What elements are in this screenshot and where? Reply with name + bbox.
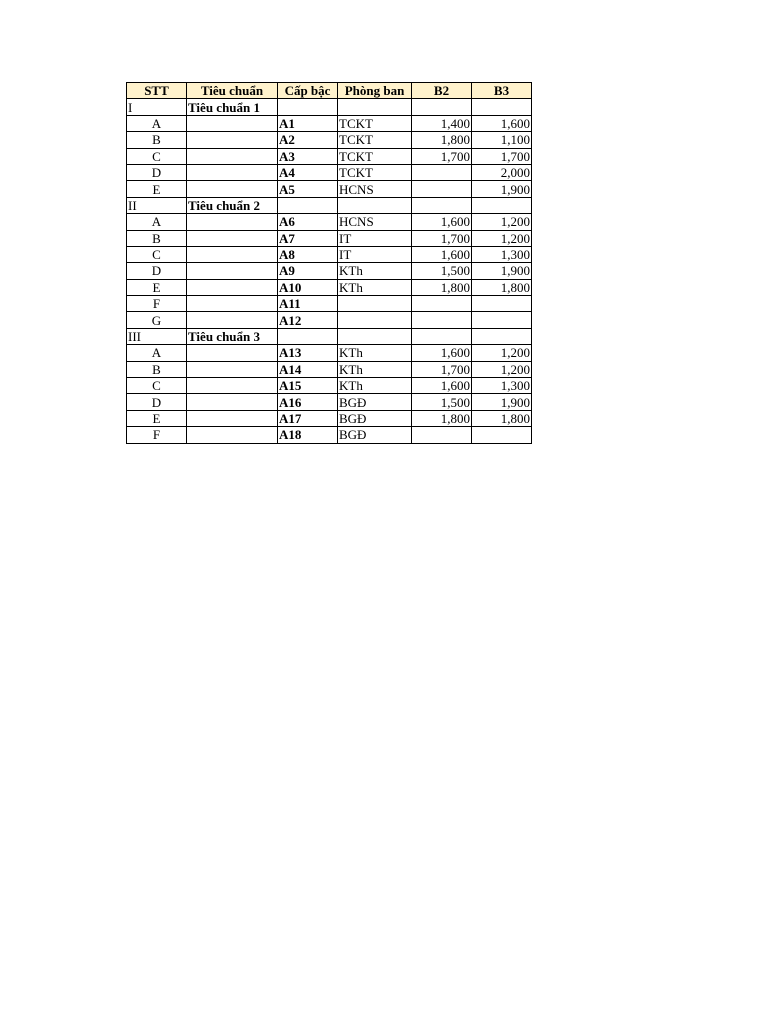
phong-ban-cell[interactable]: HCNS <box>338 214 412 230</box>
stt-cell[interactable]: D <box>127 394 187 410</box>
stt-cell[interactable]: C <box>127 378 187 394</box>
empty-cell[interactable] <box>278 99 338 115</box>
group-stt-cell[interactable]: III <box>127 328 187 344</box>
tieu-chuan-cell[interactable] <box>187 214 278 230</box>
phong-ban-cell[interactable]: KTh <box>338 279 412 295</box>
empty-cell[interactable] <box>472 99 532 115</box>
b3-cell[interactable]: 1,100 <box>472 132 532 148</box>
stt-cell[interactable]: F <box>127 427 187 443</box>
cap-bac-cell[interactable]: A2 <box>278 132 338 148</box>
cap-bac-cell[interactable]: A4 <box>278 164 338 180</box>
cap-bac-cell[interactable]: A3 <box>278 148 338 164</box>
header-stt[interactable]: STT <box>127 83 187 99</box>
cap-bac-cell[interactable]: A15 <box>278 378 338 394</box>
phong-ban-cell[interactable]: TCKT <box>338 164 412 180</box>
table-row <box>127 263 532 279</box>
cap-bac-cell[interactable]: A18 <box>278 427 338 443</box>
b3-cell[interactable]: 1,200 <box>472 345 532 361</box>
b2-cell[interactable]: 1,700 <box>412 148 472 164</box>
empty-cell[interactable] <box>412 197 472 213</box>
stt-cell[interactable]: E <box>127 410 187 426</box>
phong-ban-cell[interactable]: BGĐ <box>338 427 412 443</box>
group-stt-cell[interactable]: I <box>127 99 187 115</box>
stt-cell[interactable]: C <box>127 246 187 262</box>
stt-cell[interactable]: A <box>127 214 187 230</box>
empty-cell[interactable] <box>472 328 532 344</box>
tieu-chuan-cell[interactable] <box>187 279 278 295</box>
phong-ban-cell[interactable]: HCNS <box>338 181 412 197</box>
tieu-chuan-cell[interactable] <box>187 132 278 148</box>
stt-cell[interactable]: B <box>127 230 187 246</box>
tieu-chuan-cell[interactable] <box>187 181 278 197</box>
empty-cell[interactable] <box>472 197 532 213</box>
b2-cell[interactable] <box>412 312 472 328</box>
table-row <box>127 410 532 426</box>
cap-bac-cell[interactable]: A7 <box>278 230 338 246</box>
cap-bac-cell[interactable]: A8 <box>278 246 338 262</box>
phong-ban-cell[interactable]: BGĐ <box>338 394 412 410</box>
b2-cell[interactable]: 1,700 <box>412 230 472 246</box>
table-row <box>127 230 532 246</box>
table-header <box>127 83 532 99</box>
table-row <box>127 279 532 295</box>
b2-cell[interactable]: 1,400 <box>412 115 472 131</box>
b2-cell[interactable]: 1,800 <box>412 410 472 426</box>
phong-ban-cell[interactable]: IT <box>338 246 412 262</box>
b2-cell[interactable] <box>412 181 472 197</box>
tieu-chuan-cell[interactable] <box>187 164 278 180</box>
b2-cell[interactable]: 1,800 <box>412 279 472 295</box>
tieu-chuan-cell[interactable] <box>187 345 278 361</box>
stt-cell[interactable]: D <box>127 263 187 279</box>
phong-ban-cell[interactable]: TCKT <box>338 132 412 148</box>
stt-cell[interactable]: C <box>127 148 187 164</box>
table-row <box>127 148 532 164</box>
stt-cell[interactable]: E <box>127 181 187 197</box>
b2-cell[interactable]: 1,600 <box>412 345 472 361</box>
group-row <box>127 99 532 115</box>
stt-cell[interactable]: A <box>127 115 187 131</box>
stt-cell[interactable]: G <box>127 312 187 328</box>
cap-bac-cell[interactable]: A10 <box>278 279 338 295</box>
empty-cell[interactable] <box>338 328 412 344</box>
empty-cell[interactable] <box>338 197 412 213</box>
phong-ban-cell[interactable]: KTh <box>338 378 412 394</box>
group-stt-cell[interactable]: II <box>127 197 187 213</box>
b2-cell[interactable]: 1,600 <box>412 214 472 230</box>
spreadsheet-table <box>126 82 532 444</box>
header-b2[interactable]: B2 <box>412 83 472 99</box>
phong-ban-cell[interactable]: TCKT <box>338 148 412 164</box>
empty-cell[interactable] <box>278 328 338 344</box>
phong-ban-cell[interactable]: IT <box>338 230 412 246</box>
table-row <box>127 181 532 197</box>
stt-cell[interactable]: B <box>127 361 187 377</box>
b3-cell[interactable]: 1,800 <box>472 279 532 295</box>
b3-cell[interactable]: 1,900 <box>472 181 532 197</box>
phong-ban-cell[interactable]: KTh <box>338 263 412 279</box>
stt-cell[interactable]: A <box>127 345 187 361</box>
cap-bac-cell[interactable]: A6 <box>278 214 338 230</box>
group-name-cell[interactable]: Tiêu chuẩn 3 <box>187 328 278 344</box>
table-row <box>127 132 532 148</box>
b3-cell[interactable]: 1,300 <box>472 246 532 262</box>
cap-bac-cell[interactable]: A13 <box>278 345 338 361</box>
tieu-chuan-cell[interactable] <box>187 410 278 426</box>
phong-ban-cell[interactable]: TCKT <box>338 115 412 131</box>
header-cap-bac[interactable]: Cấp bậc <box>278 83 338 99</box>
b3-cell[interactable] <box>472 296 532 312</box>
empty-cell[interactable] <box>412 328 472 344</box>
b2-cell[interactable]: 1,700 <box>412 361 472 377</box>
table-row <box>127 394 532 410</box>
stt-cell[interactable]: B <box>127 132 187 148</box>
table-row <box>127 312 532 328</box>
tieu-chuan-cell[interactable] <box>187 115 278 131</box>
b3-cell[interactable]: 1,900 <box>472 263 532 279</box>
cap-bac-cell[interactable]: A1 <box>278 115 338 131</box>
b3-cell[interactable]: 1,900 <box>472 394 532 410</box>
tieu-chuan-cell[interactable] <box>187 246 278 262</box>
empty-cell[interactable] <box>412 99 472 115</box>
b2-cell[interactable]: 1,500 <box>412 394 472 410</box>
table-row <box>127 246 532 262</box>
table-row <box>127 427 532 443</box>
b3-cell[interactable]: 1,700 <box>472 148 532 164</box>
b3-cell[interactable] <box>472 427 532 443</box>
b3-cell[interactable] <box>472 312 532 328</box>
b2-cell[interactable] <box>412 164 472 180</box>
cap-bac-cell[interactable]: A16 <box>278 394 338 410</box>
header-tieu-chuan[interactable]: Tiêu chuẩn <box>187 83 278 99</box>
group-row <box>127 328 532 344</box>
table-row <box>127 345 532 361</box>
header-row <box>127 83 532 99</box>
b3-cell[interactable]: 1,200 <box>472 214 532 230</box>
stt-cell[interactable]: F <box>127 296 187 312</box>
table-body <box>127 99 532 443</box>
phong-ban-cell[interactable] <box>338 312 412 328</box>
group-name-cell[interactable]: Tiêu chuẩn 2 <box>187 197 278 213</box>
table-row <box>127 378 532 394</box>
header-phong-ban[interactable]: Phòng ban <box>338 83 412 99</box>
cap-bac-cell[interactable]: A11 <box>278 296 338 312</box>
tieu-chuan-cell[interactable] <box>187 361 278 377</box>
cap-bac-cell[interactable]: A5 <box>278 181 338 197</box>
tieu-chuan-cell[interactable] <box>187 312 278 328</box>
tieu-chuan-cell[interactable] <box>187 230 278 246</box>
phong-ban-cell[interactable] <box>338 296 412 312</box>
tieu-chuan-cell[interactable] <box>187 378 278 394</box>
cap-bac-cell[interactable]: A14 <box>278 361 338 377</box>
b2-cell[interactable] <box>412 427 472 443</box>
tieu-chuan-cell[interactable] <box>187 263 278 279</box>
phong-ban-cell[interactable]: KTh <box>338 361 412 377</box>
b3-cell[interactable]: 1,800 <box>472 410 532 426</box>
tieu-chuan-cell[interactable] <box>187 296 278 312</box>
b2-cell[interactable]: 1,600 <box>412 378 472 394</box>
table-row <box>127 361 532 377</box>
group-row <box>127 197 532 213</box>
empty-cell[interactable] <box>338 99 412 115</box>
table-row <box>127 214 532 230</box>
header-b3[interactable]: B3 <box>472 83 532 99</box>
group-name-cell[interactable]: Tiêu chuẩn 1 <box>187 99 278 115</box>
tieu-chuan-cell[interactable] <box>187 427 278 443</box>
b3-cell[interactable]: 1,600 <box>472 115 532 131</box>
cap-bac-cell[interactable]: A12 <box>278 312 338 328</box>
stt-cell[interactable]: E <box>127 279 187 295</box>
b2-cell[interactable]: 1,600 <box>412 246 472 262</box>
b2-cell[interactable]: 1,800 <box>412 132 472 148</box>
b3-cell[interactable]: 2,000 <box>472 164 532 180</box>
b3-cell[interactable]: 1,200 <box>472 361 532 377</box>
tieu-chuan-cell[interactable] <box>187 148 278 164</box>
cap-bac-cell[interactable]: A9 <box>278 263 338 279</box>
stt-cell[interactable]: D <box>127 164 187 180</box>
phong-ban-cell[interactable]: BGĐ <box>338 410 412 426</box>
b2-cell[interactable]: 1,500 <box>412 263 472 279</box>
cap-bac-cell[interactable]: A17 <box>278 410 338 426</box>
table-row <box>127 164 532 180</box>
empty-cell[interactable] <box>278 197 338 213</box>
b2-cell[interactable] <box>412 296 472 312</box>
table-row <box>127 296 532 312</box>
tieu-chuan-cell[interactable] <box>187 394 278 410</box>
table-row <box>127 115 532 131</box>
b3-cell[interactable]: 1,200 <box>472 230 532 246</box>
phong-ban-cell[interactable]: KTh <box>338 345 412 361</box>
b3-cell[interactable]: 1,300 <box>472 378 532 394</box>
